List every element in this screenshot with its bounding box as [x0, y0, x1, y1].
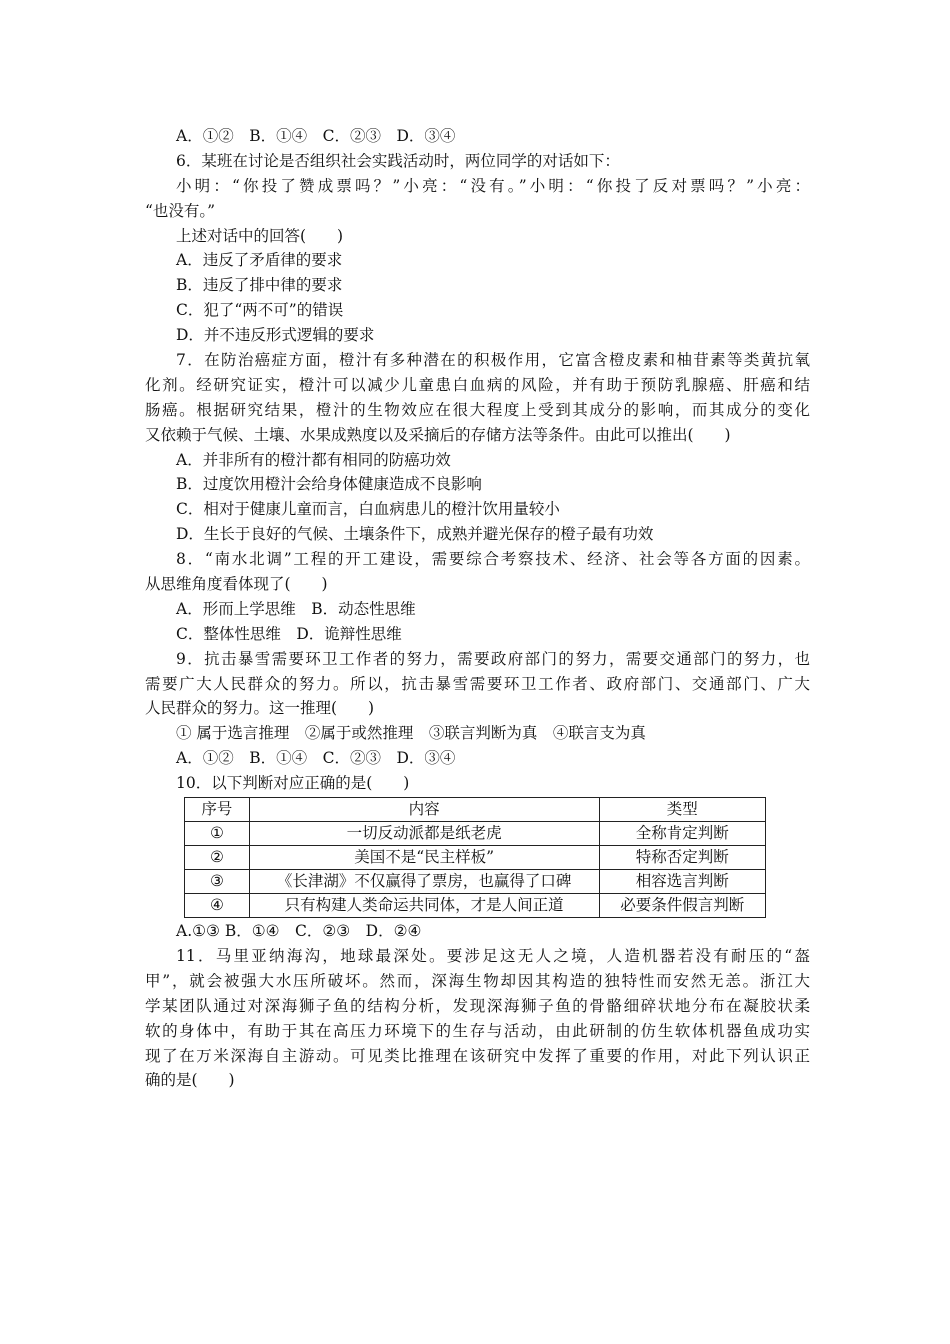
table-cell: 《长津湖》不仅赢得了票房，也赢得了口碑 — [249, 870, 599, 894]
q6-option-c: C．犯了“两不可”的错误 — [176, 301, 344, 320]
table-cell: 全称肯定判断 — [599, 822, 765, 846]
q11-stem-line-1: 11．马里亚纳海沟，地球最深处。要涉足这无人之境，人造机器若没有耐压的“盔 — [176, 946, 810, 965]
table-cell: 只有构建人类命运共同体，才是人间正道 — [249, 894, 599, 918]
table-row — [185, 894, 766, 918]
q11-stem-line-5: 现了在万米深海自主游动。可见类比推理在该研究中发挥了重要的作用，对此下列认识正 — [145, 1046, 810, 1065]
table-cell: 美国不是“民主样板” — [249, 846, 599, 870]
table-cell: 一切反动派都是纸老虎 — [249, 822, 599, 846]
table-header-cell: 类型 — [599, 798, 765, 822]
table-cell: 特称否定判断 — [599, 846, 765, 870]
table-cell: ③ — [185, 870, 250, 894]
document-page — [145, 124, 810, 1093]
q6-option-d: D．并不违反形式逻辑的要求 — [176, 326, 375, 345]
q9-stem-line-2: 需要广大人民群众的努力。所以，抗击暴雪需要环卫工作者、政府部门、交通部门、广大 — [145, 674, 810, 693]
q10-options: A.①③ B．①④ C．②③ D．②④ — [176, 922, 422, 941]
table-cell: 相容选言判断 — [599, 870, 765, 894]
q6-stem: 6．某班在讨论是否组织社会实践活动时，两位同学的对话如下： — [176, 151, 620, 170]
q7-option-b: B．过度饮用橙汁会给身体健康造成不良影响 — [176, 475, 482, 494]
q10-stem: 10．以下判断对应正确的是( ) — [176, 774, 410, 793]
q5-options: A．①② B．①④ C．②③ D．③④ — [176, 127, 456, 145]
q9-statements: ① 属于选言推理 ②属于或然推理 ③联言判断为真 ④联言支为真 — [176, 724, 646, 743]
table-row — [185, 870, 766, 894]
q9-options: A．①② B．①④ C．②③ D．③④ — [176, 749, 456, 768]
table-header-row — [185, 798, 766, 822]
table-row — [185, 822, 766, 846]
q7-option-d: D．生长于良好的气候、土壤条件下，成熟并避光保存的橙子最有功效 — [176, 525, 654, 544]
q11-stem-line-2: 甲”，就会被强大水压所破坏。然而，深海生物却因其构造的独特性而安然无恙。浙江大 — [145, 971, 810, 990]
table-header-cell: 内容 — [249, 798, 599, 822]
q8-stem-line-2: 从思维角度看体现了( ) — [145, 575, 328, 594]
q11-stem-line-3: 学某团队通过对深海狮子鱼的结构分析，发现深海狮子鱼的骨骼细碎状地分布在凝胶状柔 — [145, 996, 810, 1015]
q11-stem-line-6: 确的是( ) — [145, 1071, 235, 1090]
q7-stem-line-2: 化剂。经研究证实，橙汁可以减少儿童患白血病的风险，并有助于预防乳腺癌、肝癌和结 — [145, 375, 810, 394]
q6-question: 上述对话中的回答( ) — [176, 226, 344, 245]
q6-dialogue-line-2: “也没有。” — [145, 201, 216, 220]
table-cell: ① — [185, 822, 250, 846]
q8-options-ab: A．形而上学思维 B．动态性思维 — [176, 599, 416, 618]
q7-stem-line-4: 又依赖于气候、土壤、水果成熟度以及采摘后的存储方法等条件。由此可以推出( ) — [145, 425, 731, 444]
q6-dialogue-line-1: 小明：“你投了赞成票吗？”小亮：“没有。”小明：“你投了反对票吗？”小亮： — [176, 176, 810, 195]
q7-option-c: C．相对于健康儿童而言，白血病患儿的橙汁饮用量较小 — [176, 500, 560, 519]
q7-stem-line-1: 7．在防治癌症方面，橙汁有多种潜在的积极作用，它富含橙皮素和柚苷素等类黄抗氧 — [176, 351, 810, 370]
q8-stem-line-1: 8．“南水北调”工程的开工建设，需要综合考察技术、经济、社会等各方面的因素。 — [176, 550, 810, 569]
table-row — [185, 846, 766, 870]
table-cell: ④ — [185, 894, 250, 918]
q6-option-b: B．违反了排中律的要求 — [176, 276, 343, 295]
q9-stem-line-3: 人民群众的努力。这一推理( ) — [145, 699, 375, 718]
q7-stem-line-3: 肠癌。根据研究结果，橙汁的生物效应在很大程度上受到其成分的影响，而其成分的变化 — [145, 400, 810, 419]
q7-option-a: A．并非所有的橙汁都有相同的防癌功效 — [176, 450, 451, 469]
table-cell: ② — [185, 846, 250, 870]
q10-table — [184, 797, 766, 918]
q6-option-a: A．违反了矛盾律的要求 — [176, 251, 343, 270]
table-cell: 必要条件假言判断 — [599, 894, 765, 918]
q9-stem-line-1: 9．抗击暴雪需要环卫工作者的努力，需要政府部门的努力，需要交通部门的努力，也 — [176, 649, 810, 668]
q11-stem-line-4: 软的身体中，有助于其在高压力环境下的生存与活动，由此研制的仿生软体机器鱼成功实 — [145, 1021, 810, 1040]
table-header-cell: 序号 — [185, 798, 250, 822]
q8-options-cd: C．整体性思维 D．诡辩性思维 — [176, 624, 402, 643]
